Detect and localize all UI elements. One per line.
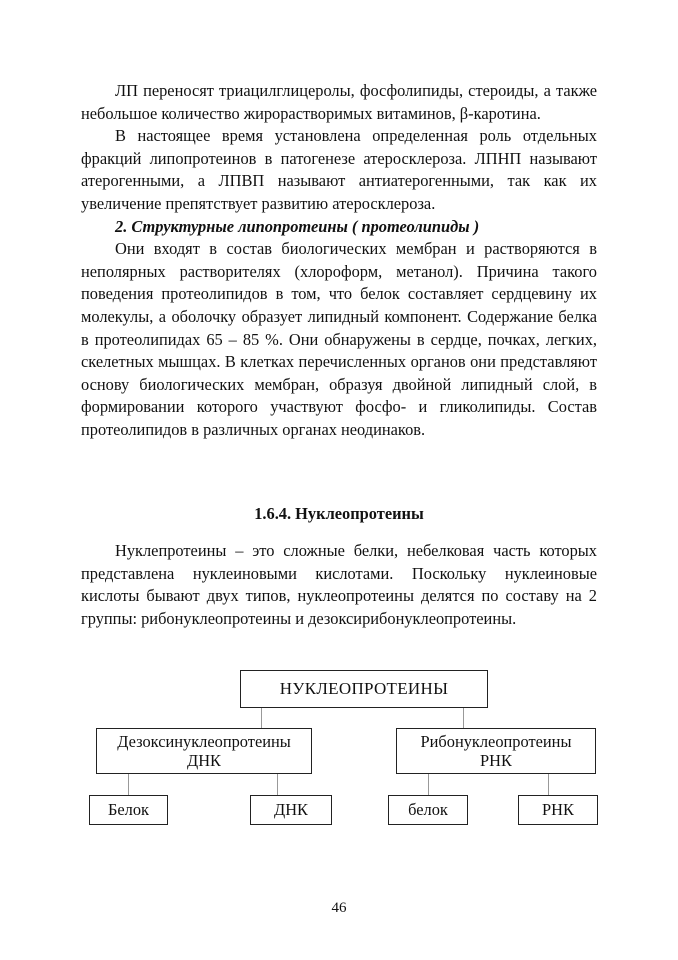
connector-right-leaf3 — [428, 774, 429, 795]
subheading-structural-lipoproteins: 2. Структурные липопротеины ( протеолипиды ) — [115, 216, 480, 236]
diagram-leaf-protein-rna: белок — [388, 795, 468, 825]
text-block-top — [81, 80, 597, 442]
paragraph-atherosclerosis: В настоящее время установлена определенная роль отдельных фракций липопротеинов в патогенезе атеросклероза. ЛПНП называют атерогенными, а ЛПВП называют антиатерогенными, так как их увеличение препятствует развитию атеросклероза. — [81, 126, 597, 213]
diagram-deoxyribonucleoproteins-box — [96, 728, 312, 774]
ribo-sublabel: РНК — [480, 751, 512, 770]
diagram-leaf-rna: РНК — [518, 795, 598, 825]
connector-right-leaf4 — [548, 774, 549, 795]
text-block-nucleoproteins — [81, 540, 597, 630]
connector-root-right — [463, 708, 464, 728]
connector-root-left — [261, 708, 262, 728]
diagram-leaf-dna: ДНК — [250, 795, 332, 825]
ribo-label: Рибонуклеопротеины — [420, 732, 572, 751]
paragraph-nucleoproteins: Нуклепротеины – это сложные белки, небелковая часть которых представлена нуклеиновыми кислотами. Поскольку нуклеиновые кислоты бывают двух типов, нуклеопротеины делятся по составу на 2 группы: рибонуклеопротеины и дезоксирибонуклеопротеины. — [81, 541, 597, 628]
section-heading: 1.6.4. Нуклеопротеины — [254, 504, 424, 523]
paragraph-lp-transport: ЛП переносят триацилглицеролы, фосфолипиды, стероиды, а также небольшое количество жирорастворимых витаминов, β-каротина. — [81, 81, 597, 123]
connector-left-leaf1 — [128, 774, 129, 795]
paragraph-proteolipids: Они входят в состав биологических мембран и растворяются в неполярных растворителях (хлороформ, метанол). Причина такого поведения протеолипидов в том, что белок составляет сердцевину их молекулы, а оболочку образует липидный компонент. Содержание белка в протеолипидах 65 – 85 %. Они обнаружены в сердце, почках, легких, скелетных мышцах. В клетках перечисленных органов они представляют основу биологических мембран, образуя двойной липидный слой, в формировании которого участвуют фосфо- и гликолипиды. Состав протеолипидов в различных органах неодинаков. — [81, 239, 597, 439]
deoxy-label: Дезоксинуклеопротеины — [117, 732, 291, 751]
diagram-ribonucleoproteins-box — [396, 728, 596, 774]
deoxy-sublabel: ДНК — [187, 751, 221, 770]
connector-left-leaf2 — [277, 774, 278, 795]
diagram-leaf-protein-dna: Белок — [89, 795, 168, 825]
diagram-root-box: НУКЛЕОПРОТЕИНЫ — [240, 670, 488, 708]
page-number: 46 — [331, 900, 347, 916]
